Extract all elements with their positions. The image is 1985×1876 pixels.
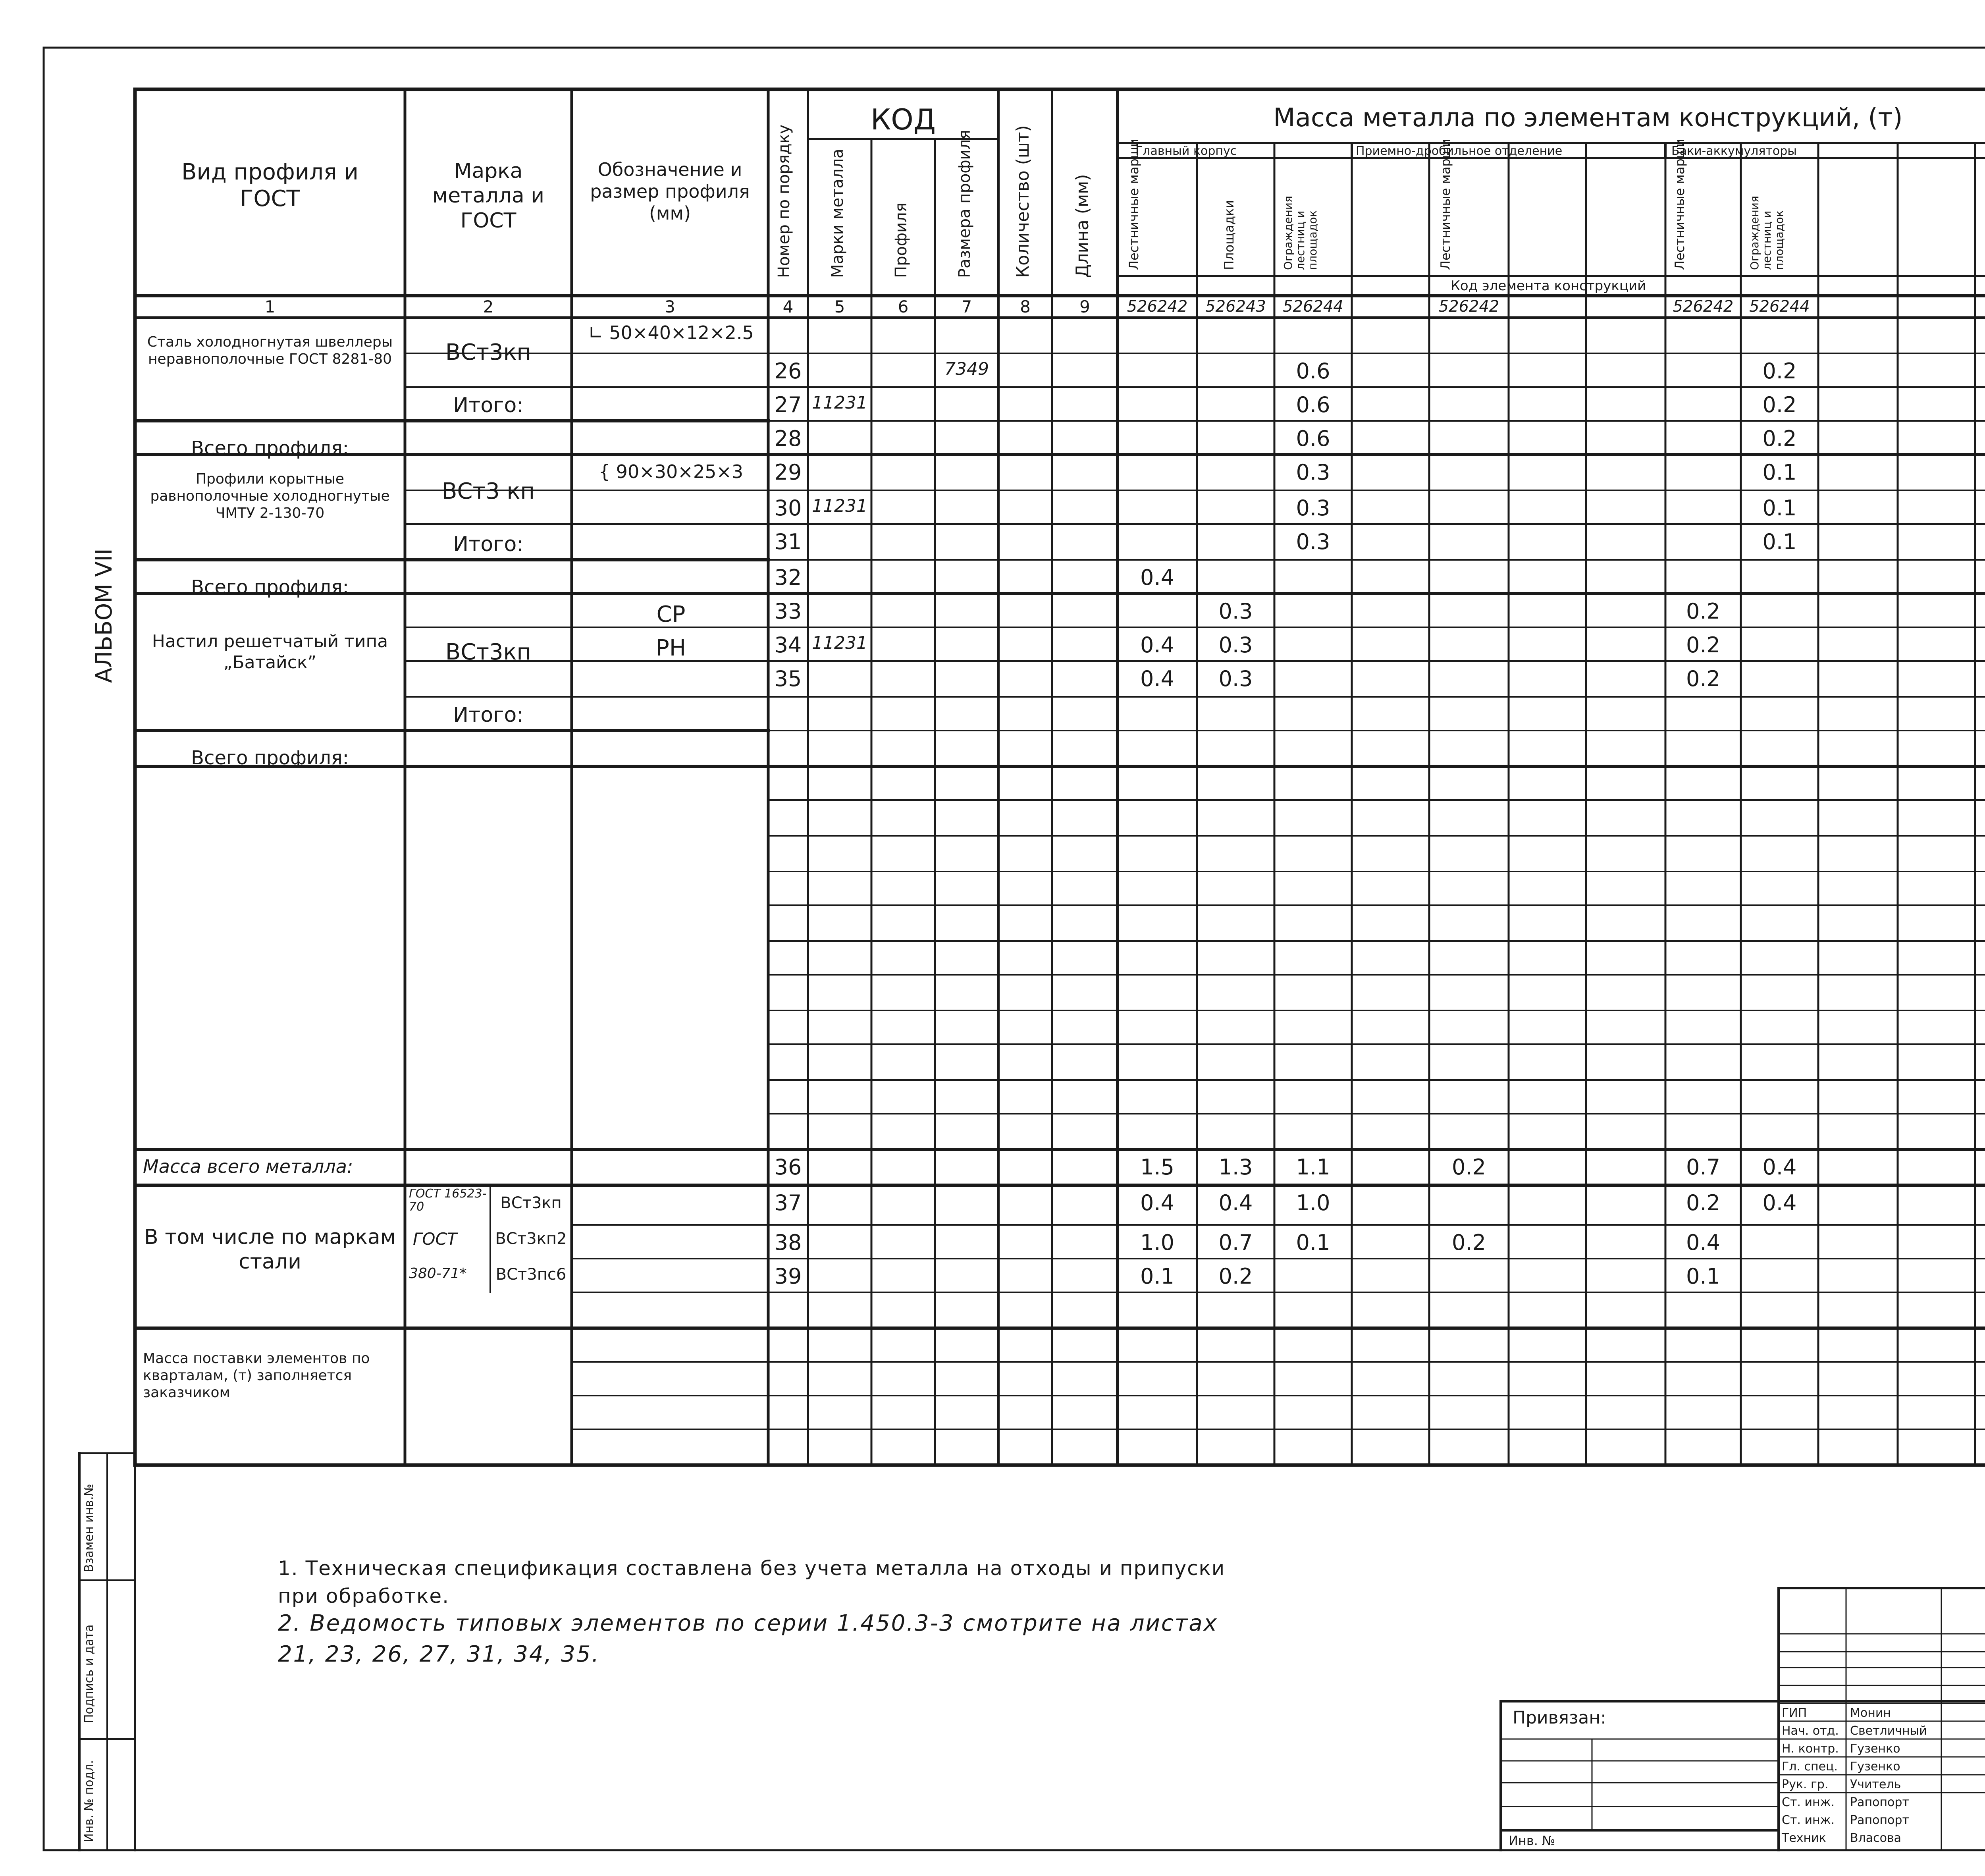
mass-cell: 0.4: [1762, 1155, 1797, 1180]
mass-cell: 1.0: [1296, 1190, 1330, 1215]
note-2: 2. Ведомость типовых элементов по серии 1.450.3-3 смотрите на листах 21, 23, 26, 27, 31, 34, 35.: [278, 1610, 1218, 1668]
mass-cell: 0.4: [1140, 565, 1174, 590]
mass-cell: 0.1: [1762, 496, 1797, 521]
customer-note: Масса поставки элементов по кварталам, (т) заполняется заказчиком: [143, 1350, 370, 1401]
stamp-role: Гл. спец.: [1782, 1760, 1838, 1774]
mass-cell: 0.3: [1296, 529, 1330, 554]
mass-cell: 0.1: [1762, 529, 1797, 554]
mark-row39: ВСт3пс6: [495, 1265, 567, 1284]
mass-cell: 0.4: [1686, 1230, 1720, 1255]
mass-cell: 0.2: [1762, 392, 1797, 417]
header-group-crush: Приемно-дробильное отделение: [1356, 144, 1563, 158]
stamp-role: Нач. отд.: [1782, 1724, 1839, 1738]
stamp-role: Ст. инж.: [1782, 1813, 1835, 1827]
gost-row38: ГОСТ: [413, 1229, 457, 1249]
mark-row29: ВСт3 кп: [441, 478, 535, 504]
mark-row34: Итого:: [453, 703, 524, 727]
code-size-cell: 7349: [944, 359, 989, 379]
header-kod: КОД: [870, 103, 936, 136]
elcode-5: 526242: [1673, 297, 1734, 316]
stamp-role: Ст. инж.: [1782, 1795, 1835, 1809]
code-mark-cell: 11231: [812, 393, 867, 413]
size-row32: СР: [656, 602, 686, 627]
row-number: 35: [774, 666, 802, 691]
steel-grades-label: В том числе по маркам стали: [144, 1225, 396, 1274]
group-total-2: Всего профиля:: [191, 576, 349, 598]
row-number: 36: [774, 1155, 802, 1180]
album-side-label: АЛЬБОМ VII: [91, 548, 117, 683]
mass-cell: 0.2: [1686, 599, 1720, 624]
row-number: 34: [774, 632, 802, 657]
group-total-1: Всего профиля:: [191, 437, 349, 459]
header-col4: Номер по порядку: [775, 124, 793, 278]
mass-cell: 0.3: [1218, 632, 1253, 657]
frame-label-inv: Инв. № подл.: [82, 1760, 96, 1842]
row-number: 28: [774, 426, 802, 451]
mark-row26: ВСт3кп: [445, 339, 532, 365]
header-length: Длина (мм): [1072, 174, 1093, 278]
gost-row37: ГОСТ 16523-70: [409, 1187, 487, 1214]
mass-cell: 0.2: [1218, 1264, 1253, 1289]
header-col2: Марка металла и ГОСТ: [432, 159, 545, 233]
mass-cell: 0.4: [1140, 632, 1174, 657]
header-group-main: Главный корпус: [1135, 144, 1237, 158]
mass-cell: 0.6: [1296, 392, 1330, 417]
stamp-name: Власова: [1850, 1831, 1902, 1845]
colnum-8: 8: [1020, 297, 1031, 316]
mass-cell: 0.1: [1296, 1230, 1330, 1255]
stamp-role: ГИП: [1782, 1706, 1807, 1720]
header-el-5: Лестничные марши: [1672, 139, 1687, 270]
header-el-2: Площадки: [1222, 200, 1237, 270]
mass-cell: 1.5: [1140, 1155, 1174, 1180]
frame-label-sign: Подпись и дата: [82, 1624, 96, 1723]
mark-row33: ВСт3кп: [445, 639, 532, 665]
mass-cell: 0.2: [1452, 1230, 1486, 1255]
header-qty: Количество (шт): [1013, 125, 1033, 278]
note-1: 1. Техническая спецификация составлена без учета металла на отходы и припуски при обработке.: [278, 1557, 1226, 1608]
mass-cell: 0.4: [1140, 666, 1174, 691]
elcode-1: 526242: [1127, 297, 1188, 316]
stamp-name: Рапопорт: [1850, 1795, 1909, 1809]
size-row29: { 90×30×25×3: [598, 461, 744, 482]
header-col1: Вид профиля и ГОСТ: [181, 159, 358, 212]
mass-cell: 0.3: [1296, 460, 1330, 485]
stamp-inv: Инв. №: [1509, 1833, 1555, 1848]
stamp-role: Н. контр.: [1782, 1742, 1839, 1756]
header-code-row-label: Код элемента конструкций: [1450, 278, 1646, 294]
mass-cell: 0.3: [1218, 599, 1253, 624]
row-number: 38: [774, 1230, 802, 1255]
mass-cell: 1.0: [1140, 1230, 1174, 1255]
mass-cell: 0.3: [1218, 666, 1253, 691]
stamp-name: Гузенко: [1850, 1742, 1900, 1756]
row-number: 37: [774, 1190, 802, 1215]
row-number: 32: [774, 565, 802, 590]
mass-cell: 0.2: [1762, 359, 1797, 384]
colnum-2: 2: [483, 297, 494, 316]
colnum-4: 4: [782, 297, 794, 316]
header-kod-profile: Профиля: [892, 202, 910, 278]
mass-cell: 0.2: [1452, 1155, 1486, 1180]
header-group-tanks: Баки-аккумуляторы: [1671, 144, 1797, 158]
header-el-6: Ограждения лестниц и площадок: [1748, 196, 1786, 270]
mass-cell: 0.6: [1296, 359, 1330, 384]
mass-cell: 0.3: [1296, 496, 1330, 521]
stamp-role: Рук. гр.: [1782, 1778, 1829, 1791]
elcode-6: 526244: [1749, 297, 1810, 316]
mass-cell: 0.4: [1140, 1190, 1174, 1215]
colnum-3: 3: [665, 297, 675, 316]
header-kod-size: Размера профиля: [956, 129, 974, 278]
row-number: 29: [774, 460, 802, 485]
mark-row38: ВСт3кп2: [495, 1230, 567, 1248]
mass-cell: 0.2: [1686, 666, 1720, 691]
elcode-3: 526244: [1283, 297, 1343, 316]
gost-row39: 380-71*: [409, 1265, 467, 1282]
elcode-2: 526243: [1205, 297, 1266, 316]
header-kod-mark: Марки металла: [829, 148, 847, 278]
group-total-3: Всего профиля:: [191, 747, 349, 769]
mark-row27: Итого:: [453, 393, 524, 417]
row-number: 31: [774, 529, 802, 554]
header-mass-title: Масса металла по элементам конструкций, (т): [1273, 103, 1903, 133]
mark-row30: Итого:: [453, 532, 524, 556]
elcode-4: 526242: [1438, 297, 1499, 316]
mass-cell: 0.7: [1218, 1230, 1253, 1255]
size-row26: ∟ 50×40×12×2.5: [588, 322, 754, 343]
row-number: 30: [774, 496, 802, 521]
mass-cell: 0.6: [1296, 426, 1330, 451]
size-row33: РН: [656, 635, 686, 661]
group-name-grating: Настил решетчатый типа „Батайск”: [152, 631, 388, 673]
colnum-6: 6: [898, 297, 909, 316]
stamp-name: Гузенко: [1850, 1760, 1900, 1774]
mass-cell: 0.7: [1686, 1155, 1720, 1180]
colnum-5: 5: [834, 297, 845, 316]
mass-cell: 0.4: [1218, 1190, 1253, 1215]
stamp-name: Светличный: [1850, 1724, 1927, 1738]
header-el-4: Лестничные марши: [1438, 139, 1453, 270]
stamp-name: Учитель: [1850, 1778, 1901, 1791]
mass-cell: 1.1: [1296, 1155, 1330, 1180]
grand-total-label: Масса всего металла:: [143, 1156, 353, 1177]
header-el-3: Ограждения лестниц и площадок: [1282, 196, 1319, 270]
mass-cell: 0.2: [1762, 426, 1797, 451]
group-name-channel: Сталь холодногнутая швеллеры неравнополочные ГОСТ 8281-80: [147, 334, 393, 368]
mass-cell: 0.1: [1686, 1264, 1720, 1289]
row-number: 39: [774, 1264, 802, 1289]
mass-cell: 0.1: [1140, 1264, 1174, 1289]
header-col3: Обозначение и размер профиля (мм): [590, 159, 750, 224]
mass-cell: 1.3: [1218, 1155, 1253, 1180]
row-number: 33: [774, 599, 802, 624]
header-el-1: Лестничные марши: [1126, 139, 1141, 270]
stamp-bound: Привязан:: [1513, 1708, 1606, 1728]
mass-cell: 0.2: [1686, 632, 1720, 657]
colnum-7: 7: [961, 297, 972, 316]
mass-cell: 0.4: [1762, 1190, 1797, 1215]
code-mark-cell: 11231: [812, 633, 867, 653]
mass-cell: 0.1: [1762, 460, 1797, 485]
mass-cell: 0.2: [1686, 1190, 1720, 1215]
frame-label-replace: Взамен инв.№: [82, 1484, 96, 1572]
row-number: 27: [774, 392, 802, 417]
mark-row37: ВСт3кп: [500, 1194, 562, 1212]
group-name-trough: Профили корытные равнополочные холодногнутые ЧМТУ 2-130-70: [150, 471, 390, 522]
stamp-role: Техник: [1782, 1831, 1826, 1845]
stamp-name: Рапопорт: [1850, 1813, 1909, 1827]
stamp-name: Монин: [1850, 1706, 1891, 1720]
colnum-1: 1: [264, 297, 276, 316]
row-number: 26: [774, 359, 802, 384]
code-mark-cell: 11231: [812, 496, 867, 516]
colnum-9: 9: [1079, 297, 1090, 316]
